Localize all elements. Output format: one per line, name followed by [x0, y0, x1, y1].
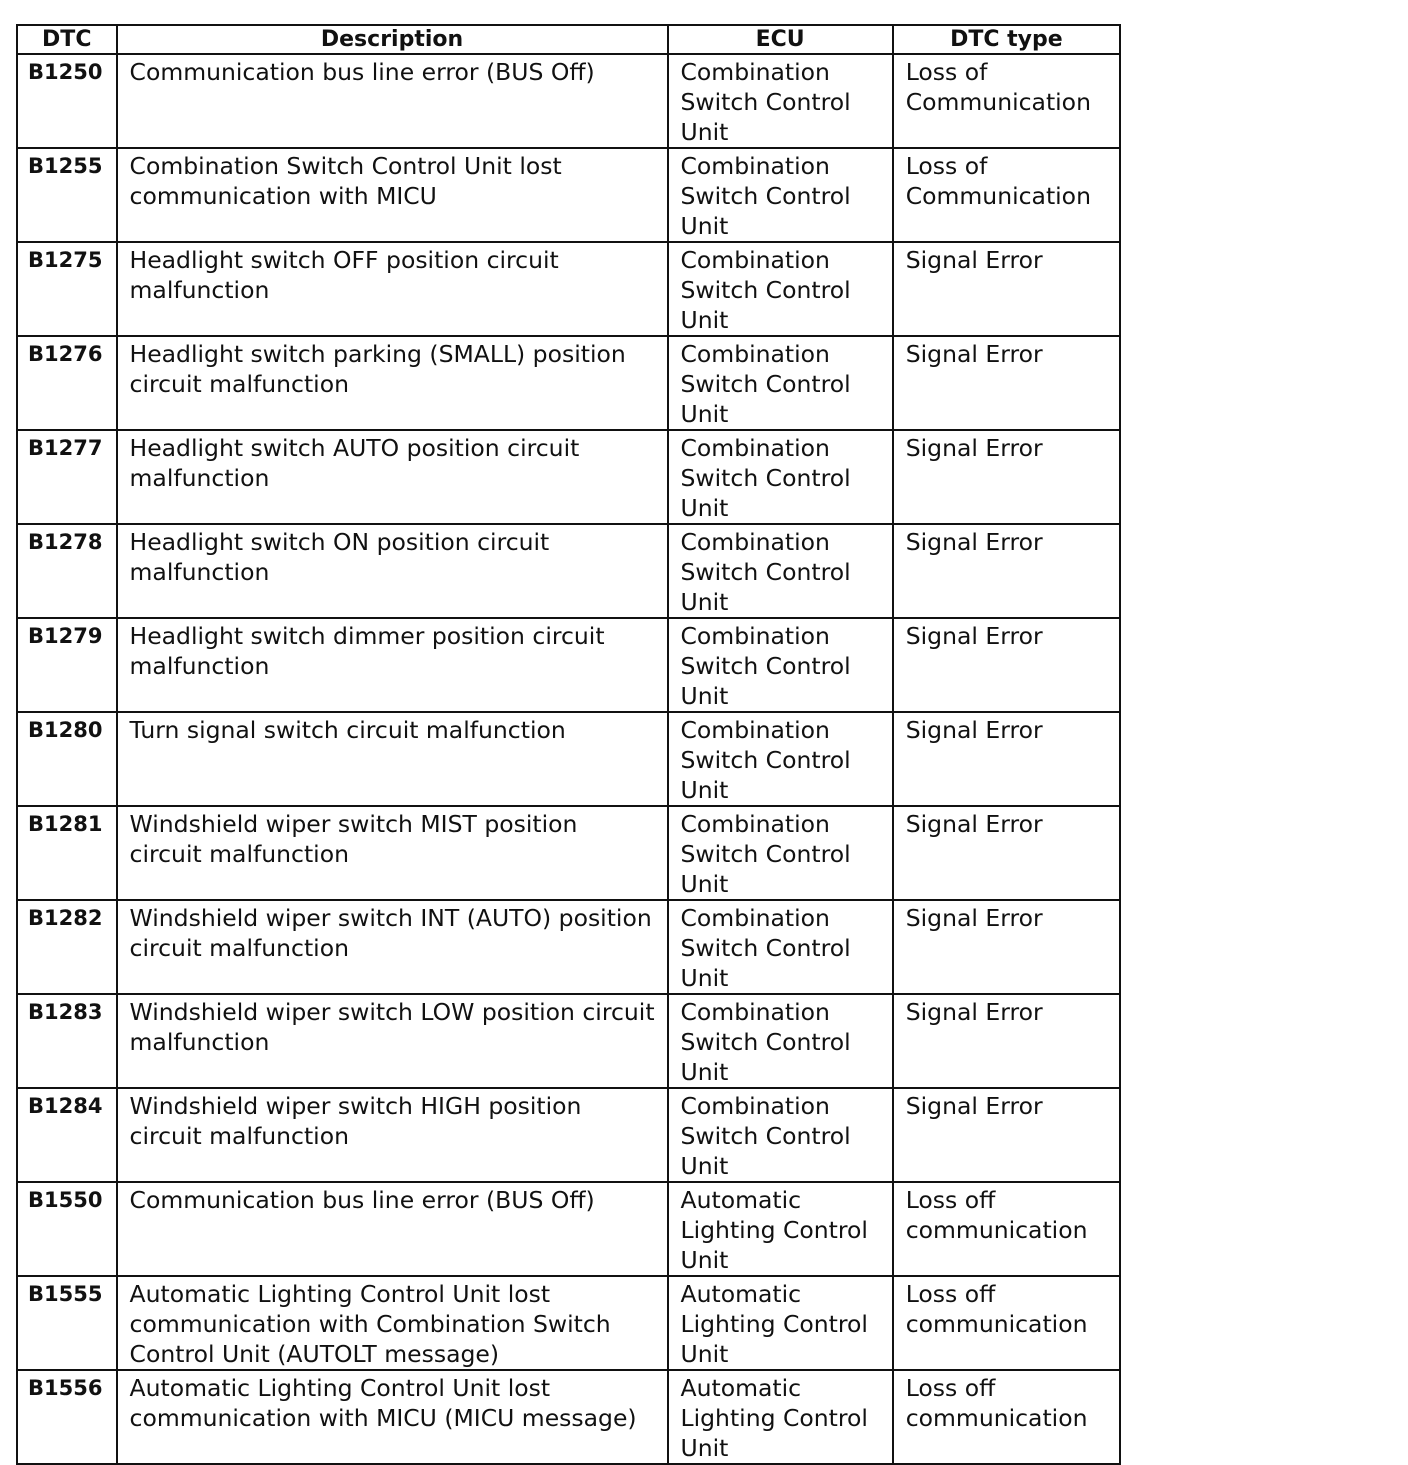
header-description: Description	[117, 25, 668, 54]
table-row	[17, 148, 1120, 242]
dtc-code: B1278	[17, 524, 117, 618]
dtc-type: Loss off communication	[893, 1276, 1120, 1370]
dtc-ecu: Combination Switch Control Unit	[668, 336, 893, 430]
dtc-type: Signal Error	[893, 524, 1120, 618]
dtc-type: Loss of Communication	[893, 54, 1120, 148]
header-dtc-type: DTC type	[893, 25, 1120, 54]
dtc-code: B1279	[17, 618, 117, 712]
dtc-description: Headlight switch ON position circuit malfunction	[117, 524, 668, 618]
table-row	[17, 1276, 1120, 1370]
dtc-ecu: Combination Switch Control Unit	[668, 148, 893, 242]
table-row	[17, 1088, 1120, 1182]
dtc-ecu: Combination Switch Control Unit	[668, 994, 893, 1088]
dtc-type: Signal Error	[893, 1088, 1120, 1182]
dtc-ecu: Combination Switch Control Unit	[668, 54, 893, 148]
table-row	[17, 242, 1120, 336]
table-row	[17, 1182, 1120, 1276]
dtc-ecu: Combination Switch Control Unit	[668, 242, 893, 336]
dtc-description: Communication bus line error (BUS Off)	[117, 54, 668, 148]
dtc-type: Loss off communication	[893, 1182, 1120, 1276]
dtc-description: Automatic Lighting Control Unit lost communication with MICU (MICU message)	[117, 1370, 668, 1464]
dtc-description: Windshield wiper switch LOW position circuit malfunction	[117, 994, 668, 1088]
dtc-description: Automatic Lighting Control Unit lost communication with Combination Switch Control Unit (AUTOLT message)	[117, 1276, 668, 1370]
dtc-code: B1250	[17, 54, 117, 148]
dtc-code: B1275	[17, 242, 117, 336]
dtc-ecu: Combination Switch Control Unit	[668, 1088, 893, 1182]
dtc-code: B1282	[17, 900, 117, 994]
dtc-code: B1276	[17, 336, 117, 430]
table-row	[17, 524, 1120, 618]
dtc-description: Windshield wiper switch HIGH position circuit malfunction	[117, 1088, 668, 1182]
dtc-type: Signal Error	[893, 712, 1120, 806]
dtc-description: Headlight switch AUTO position circuit malfunction	[117, 430, 668, 524]
dtc-code: B1555	[17, 1276, 117, 1370]
header-ecu: ECU	[668, 25, 893, 54]
table-row	[17, 618, 1120, 712]
table-row	[17, 900, 1120, 994]
table-row	[17, 54, 1120, 148]
dtc-description: Headlight switch parking (SMALL) position circuit malfunction	[117, 336, 668, 430]
dtc-ecu: Automatic Lighting Control Unit	[668, 1370, 893, 1464]
dtc-ecu: Combination Switch Control Unit	[668, 524, 893, 618]
table-row	[17, 994, 1120, 1088]
dtc-type: Signal Error	[893, 994, 1120, 1088]
table-body	[17, 54, 1120, 1464]
dtc-ecu: Automatic Lighting Control Unit	[668, 1276, 893, 1370]
dtc-type: Signal Error	[893, 806, 1120, 900]
dtc-table	[16, 24, 1121, 1465]
table-row	[17, 806, 1120, 900]
dtc-type: Signal Error	[893, 618, 1120, 712]
dtc-type: Signal Error	[893, 336, 1120, 430]
dtc-ecu: Combination Switch Control Unit	[668, 806, 893, 900]
dtc-code: B1556	[17, 1370, 117, 1464]
dtc-code: B1280	[17, 712, 117, 806]
dtc-code: B1281	[17, 806, 117, 900]
dtc-ecu: Combination Switch Control Unit	[668, 712, 893, 806]
dtc-ecu: Combination Switch Control Unit	[668, 430, 893, 524]
dtc-type: Signal Error	[893, 900, 1120, 994]
dtc-code: B1283	[17, 994, 117, 1088]
dtc-type: Signal Error	[893, 242, 1120, 336]
dtc-type: Signal Error	[893, 430, 1120, 524]
dtc-type: Loss off communication	[893, 1370, 1120, 1464]
dtc-description: Headlight switch dimmer position circuit malfunction	[117, 618, 668, 712]
table-row	[17, 1370, 1120, 1464]
table-row	[17, 712, 1120, 806]
dtc-description: Turn signal switch circuit malfunction	[117, 712, 668, 806]
dtc-code: B1550	[17, 1182, 117, 1276]
table-row	[17, 336, 1120, 430]
table-header	[17, 25, 1120, 54]
dtc-description: Communication bus line error (BUS Off)	[117, 1182, 668, 1276]
dtc-description: Windshield wiper switch INT (AUTO) position circuit malfunction	[117, 900, 668, 994]
dtc-code: B1284	[17, 1088, 117, 1182]
header-dtc: DTC	[17, 25, 117, 54]
dtc-code: B1255	[17, 148, 117, 242]
dtc-ecu: Combination Switch Control Unit	[668, 618, 893, 712]
dtc-description: Windshield wiper switch MIST position circuit malfunction	[117, 806, 668, 900]
header-row	[17, 25, 1120, 54]
dtc-code: B1277	[17, 430, 117, 524]
dtc-ecu: Automatic Lighting Control Unit	[668, 1182, 893, 1276]
dtc-type: Loss of Communication	[893, 148, 1120, 242]
dtc-description: Combination Switch Control Unit lost communication with MICU	[117, 148, 668, 242]
dtc-ecu: Combination Switch Control Unit	[668, 900, 893, 994]
dtc-description: Headlight switch OFF position circuit malfunction	[117, 242, 668, 336]
table-row	[17, 430, 1120, 524]
